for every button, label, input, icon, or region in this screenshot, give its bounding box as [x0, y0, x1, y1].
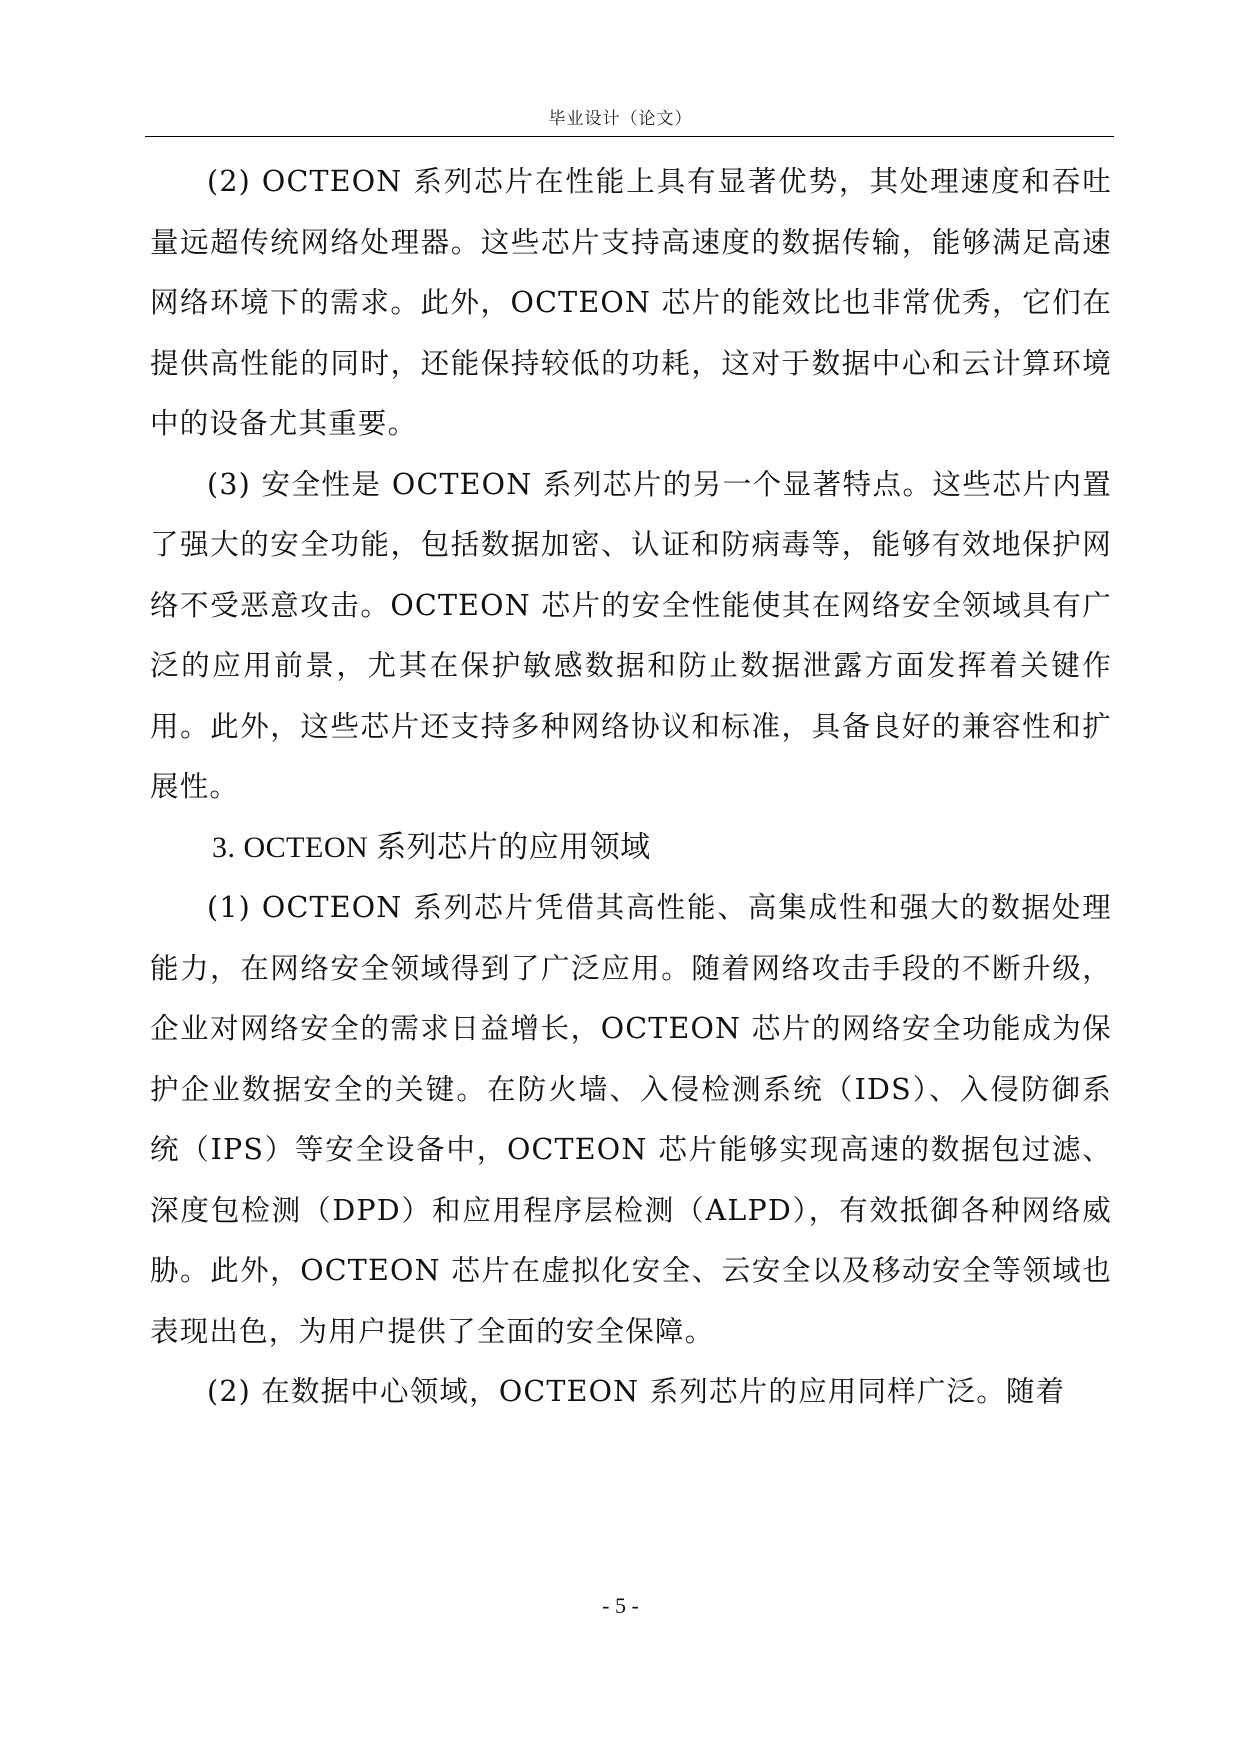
paragraph-network-security-application: (1) OCTEON 系列芯片凭借其高性能、高集成性和强大的数据处理能力，在网络安全领域得到了广泛应用。随着网络攻击手段的不断升级，企业对网络安全的需求日益增长，OCTEON 芯片的网络安全功能成为保护企业数据安全的关键。在防火墙、入侵检测系统（IDS）、入侵防御系统（IPS）等安全设备中，OCTEON 芯片能够实现高速的数据包过滤、深度包检测（DPD）和应用程序层检测（ALPD），有效抵御各种网络威胁。此外，OCTEON 芯片在虚拟化安全、云安全以及移动安全等领域也表现出色，为用户提供了全面的安全保障。 — [150, 891, 1112, 1348]
page-number: - 5 - — [602, 1593, 639, 1618]
section-heading: 3. OCTEON 系列芯片的应用领域 — [212, 830, 651, 864]
paragraph-data-center-application: (2) 在数据中心领域，OCTEON 系列芯片的应用同样广泛。随着 — [207, 1375, 1066, 1408]
page-header: 毕业设计（论文） — [548, 109, 693, 129]
body-text — [150, 152, 1112, 1423]
paragraph-security: (3) 安全性是 OCTEON 系列芯片的另一个显著特点。这些芯片内置了强大的安全功能，包括数据加密、认证和防病毒等，能够有效地保护网络不受恶意攻击。OCTEON 芯片的安全性能使其在网络安全领域具有广泛的应用前景，尤其在保护敏感数据和防止数据泄露方面发挥着关键作用。此外，这些芯片还支持多种网络协议和标准，具备良好的兼容性和扩展性。 — [150, 467, 1112, 803]
paragraph-performance: (2) OCTEON 系列芯片在性能上具有显著优势，其处理速度和吞吐量远超传统网络处理器。这些芯片支持高速度的数据传输，能够满足高速网络环境下的需求。此外，OCTEON 芯片的能效比也非常优秀，它们在提供高性能的同时，还能保持较低的功耗，这对于数据中心和云计算环境中的设备尤其重要。 — [150, 165, 1112, 440]
header-divider — [145, 136, 1114, 137]
